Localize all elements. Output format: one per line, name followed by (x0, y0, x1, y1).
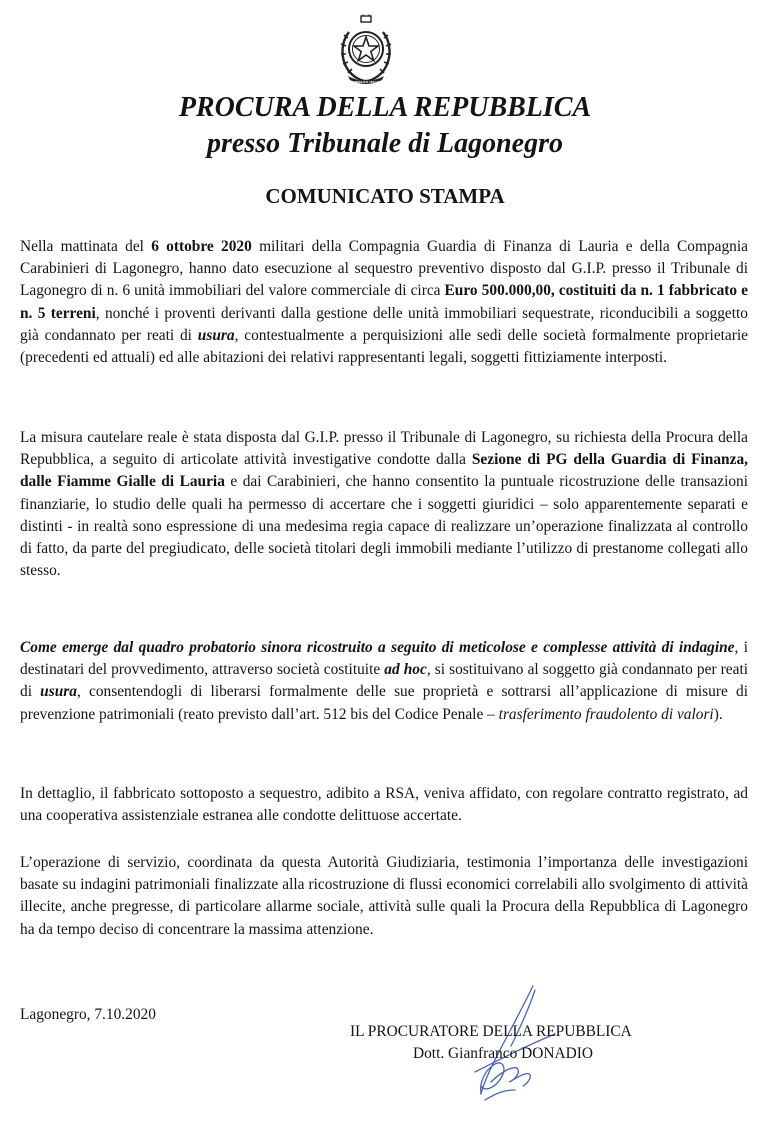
p1-usura: usura (197, 326, 235, 344)
svg-text:REPUBBLICA ITALIANA: REPUBBLICA ITALIANA (347, 80, 385, 84)
document-title: COMUNICATO STAMPA (265, 184, 505, 208)
paragraph-3 (20, 637, 748, 726)
p3-usura: usura (40, 683, 77, 701)
p1-text-a: Nella mattinata del (20, 238, 152, 255)
italian-republic-emblem-icon (336, 14, 396, 86)
p2-text-c: e dai Carabinieri, che hanno consentito la puntuale ricostruzione delle transazioni finanziarie, lo studio delle quali ha permesso di accertare che i soggetti giuridici – solo apparentemente separati e distinti - in realtà sono espressione di una medesima regia capace di realizzare un’operazione finalizzata al controllo di fatto, da parte del pregiudicato, delle società titolari degli immobili mediante l’utilizzo di prestanome collegati allo stesso. (20, 473, 749, 580)
office-title: PROCURA DELLA REPUBBLICA (178, 92, 592, 123)
signer-block (350, 1021, 710, 1065)
p3-text-f: , consentendogli di liberarsi formalmente delle sue proprietà e sottrarsi all’applicazione di misure di prevenzione patrimoniali (reato previsto dall’art. 512 bis del Codice Penale – (20, 683, 748, 723)
p3-ad-hoc: ad hoc (384, 661, 427, 679)
paragraph-1 (20, 236, 748, 369)
p2-units: Sezione di PG della Guardia di Finanza, dalle Fiamme Gialle di Lauria (20, 451, 748, 491)
paragraph-5: L’operazione di servizio, coordinata da questa Autorità Giudiziaria, testimonia l’importanza delle investigazioni basate su indagini patrimoniali finalizzate alla ricostruzione di flussi economici correlabili allo svolgimento di attività illecite, anche pregresse, di particolare allarme sociale, attività sulle quali la Procura della Repubblica di Lagonegro ha da tempo deciso di concentrare la massima attenzione. (20, 854, 748, 938)
signer-role: IL PROCURATORE DELLA REPUBBLICA (350, 1023, 632, 1040)
paragraph-4: In dettaglio, il fabbricato sottoposto a sequestro, adibito a RSA, veniva affidato, con regolare contratto registrato, ad una cooperativa assistenziale estranea alle condotte delittuose accertate. (20, 785, 748, 825)
p2-text-a: La misura cautelare reale è stata disposta dal G.I.P. presso il Tribunale di Lagonegro, su richiesta della Procura della Repubblica, a seguito di articolate attività investigative condotte dalla (20, 429, 748, 469)
p1-assets: Euro 500.000,00, costituiti da n. 1 fabbricato e n. 5 terreni (20, 282, 748, 322)
p1-text-g: , contestualmente a perquisizioni alle sedi delle società formalmente proprietarie (precedenti ed attuali) ed alle abitazioni dei relativi rappresentanti legali, soggetti fittiziamente interposti. (20, 326, 748, 367)
p3-text-b: , i destinatari del provvedimento, attraverso società costituite (20, 639, 748, 679)
signer-name: Dott. Gianfranco DONADIO (413, 1045, 593, 1062)
p3-lead: Come emerge dal quadro probatorio sinora ricostruito a seguito di meticolose e complesse attività di indagine (20, 639, 735, 656)
p1-date: 6 ottobre 2020 (151, 238, 252, 255)
court-subtitle: presso Tribunale di Lagonegro (207, 128, 563, 159)
p3-text-h: ). (713, 705, 723, 723)
p1-text-c: militari della Compagnia Guardia di Finanza di Lauria e della Compagnia Carabinieri di Lagonegro, hanno dato esecuzione al sequestro preventivo disposto dal G.I.P. presso il Tribunale di Lagonegro di n. 6 unità immobiliari del valore commerciale di circa (20, 238, 748, 300)
paragraph-2 (20, 427, 748, 582)
p3-crime-name: trasferimento fraudolento di valori (498, 705, 714, 723)
place-date: Lagonegro, 7.10.2020 (20, 1006, 156, 1023)
p3-text-d: , si sostituivano al soggetto già condannato per reati di (20, 661, 748, 701)
p1-text-e: , nonché i proventi derivanti dalla gestione delle unità immobiliari sequestrate, riconducibili a soggetto già condannato per reati di (20, 304, 748, 344)
